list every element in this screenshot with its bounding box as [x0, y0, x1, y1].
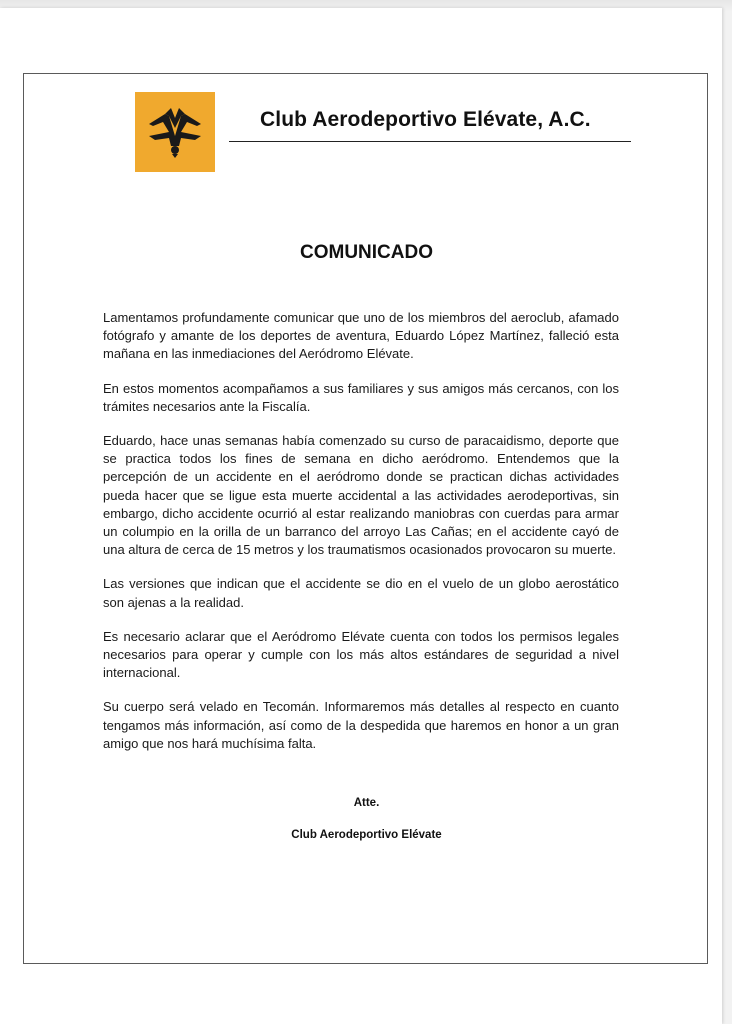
header-underline	[229, 141, 631, 142]
paragraph: Eduardo, hace unas semanas había comenzado su curso de paracaidismo, deporte que se practica todos los fines de semana en dicho aeródromo. Entendemos que la percepción de un accidente en el aeródromo donde se practican dichas actividades pueda hacer que se ligue esta muerte accidental a las actividades aerodeportivas, sin embargo, dicho accidente ocurrió al estar realizando maniobras con cuerdas para armar un columpio en la orilla de un barranco del arroyo Las Cañas; en el accidente cayó de una altura de cerca de 15 metros y los traumatismos ocasionados provocaron su muerte.	[103, 433, 619, 558]
document-title: COMUNICADO	[300, 242, 433, 263]
organization-name: Club Aerodeportivo Elévate, A.C.	[260, 108, 591, 131]
page-border	[23, 73, 708, 964]
document-page	[0, 8, 722, 1024]
paragraph: Su cuerpo será velado en Tecomán. Informaremos más detalles al respecto en cuanto tengamos más información, así como de la despedida que haremos en honor a un gran amigo que nos hará muchísima falta.	[103, 699, 619, 751]
paragraph: Las versiones que indican que el accidente se dio en el vuelo de un globo aerostático son ajenas a la realidad.	[103, 576, 619, 610]
paragraph: Lamentamos profundamente comunicar que uno de los miembros del aeroclub, afamado fotógrafo y amante de los deportes de aventura, Eduardo López Martínez, falleció esta mañana en las inmediaciones del Aeródromo Elévate.	[103, 310, 619, 362]
paragraph: Es necesario aclarar que el Aeródromo Elévate cuenta con todos los permisos legales necesarios para operar y cumple con los más altos estándares de seguridad a nivel internacional.	[103, 628, 619, 681]
document-body	[103, 309, 619, 769]
club-emblem-icon	[135, 92, 215, 172]
closing: Atte.	[353, 797, 380, 809]
signature: Club Aerodeportivo Elévate	[291, 829, 442, 841]
paragraph: En estos momentos acompañamos a sus familiares y sus amigos más cercanos, con los trámites necesarios ante la Fiscalía.	[103, 380, 619, 414]
